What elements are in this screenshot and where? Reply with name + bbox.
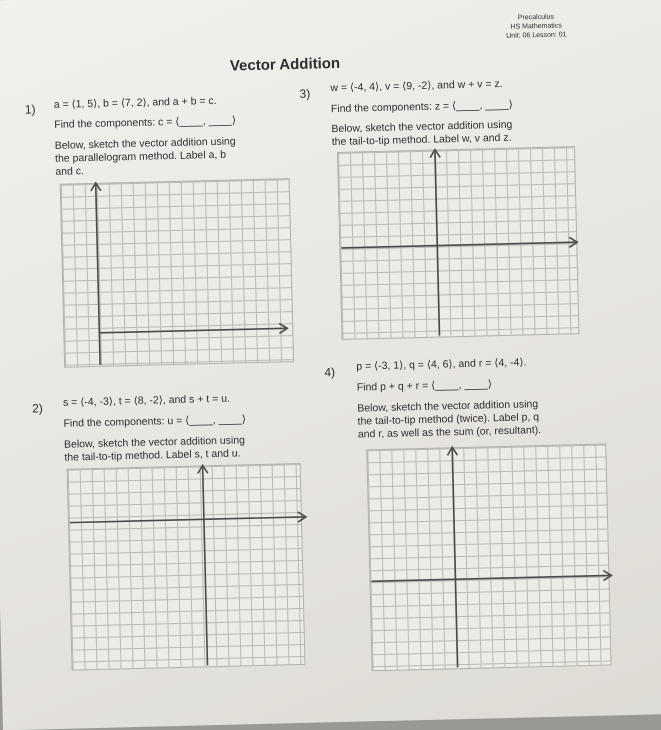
problem-4-axes [366,443,624,679]
problem-3-find: Find the components: z = ⟨____, ____⟩ [330,98,513,116]
school-name: HS Mathematics [510,22,562,31]
problem-2-given: s = ⟨-4, -3⟩, t = ⟨8, -2⟩, and s + t = u. [62,392,231,409]
problem-4-given: p = ⟨-3, 1⟩, q = ⟨4, 6⟩, and r = ⟨4, -4⟩. [356,356,527,373]
problem-2-axes [67,463,322,679]
problem-1-axes [60,178,305,374]
problem-3-given: w = ⟨-4, 4⟩, v = ⟨9, -2⟩, and w + v = z. [330,77,503,95]
problem-4-find: Find p + q + r = ⟨____, ____⟩ [356,378,493,394]
problem-1-instructions: Below, sketch the vector addition using the parallelogram method. Label a, b and c. [54,135,236,178]
problem-4-number: 4) [324,365,336,380]
problem-2-find: Find the components: u = ⟨____, ____⟩ [63,413,247,430]
problem-2-number: 2) [31,401,44,416]
problem-3-number: 3) [299,86,311,101]
page-title: Vector Addition [229,54,341,75]
problem-2-instructions: Below, sketch the vector addition using the tail-to-tip method. Label s, t and u. [63,434,246,464]
problem-3-instructions: Below, sketch the vector addition using the tail-to-tip method. Label w, v and z. [331,118,513,149]
problem-3-axes [337,146,592,347]
problem-1-given: a = ⟨1, 5⟩, b = ⟨7, 2⟩, and a + b = c. [53,94,217,111]
problem-4-instructions: Below, sketch the vector addition using the tail-to-tip method (twice). Label p, q and r, as well as the sum (or, resultant). [357,398,542,441]
header-block [506,12,567,40]
problem-1-find: Find the components: c = ⟨____, ____⟩ [54,114,237,131]
course-name: Precalculus [517,13,555,22]
unit-lesson: Unit: 06 Lesson: 01 [506,31,567,40]
problem-1-number: 1) [24,102,36,117]
